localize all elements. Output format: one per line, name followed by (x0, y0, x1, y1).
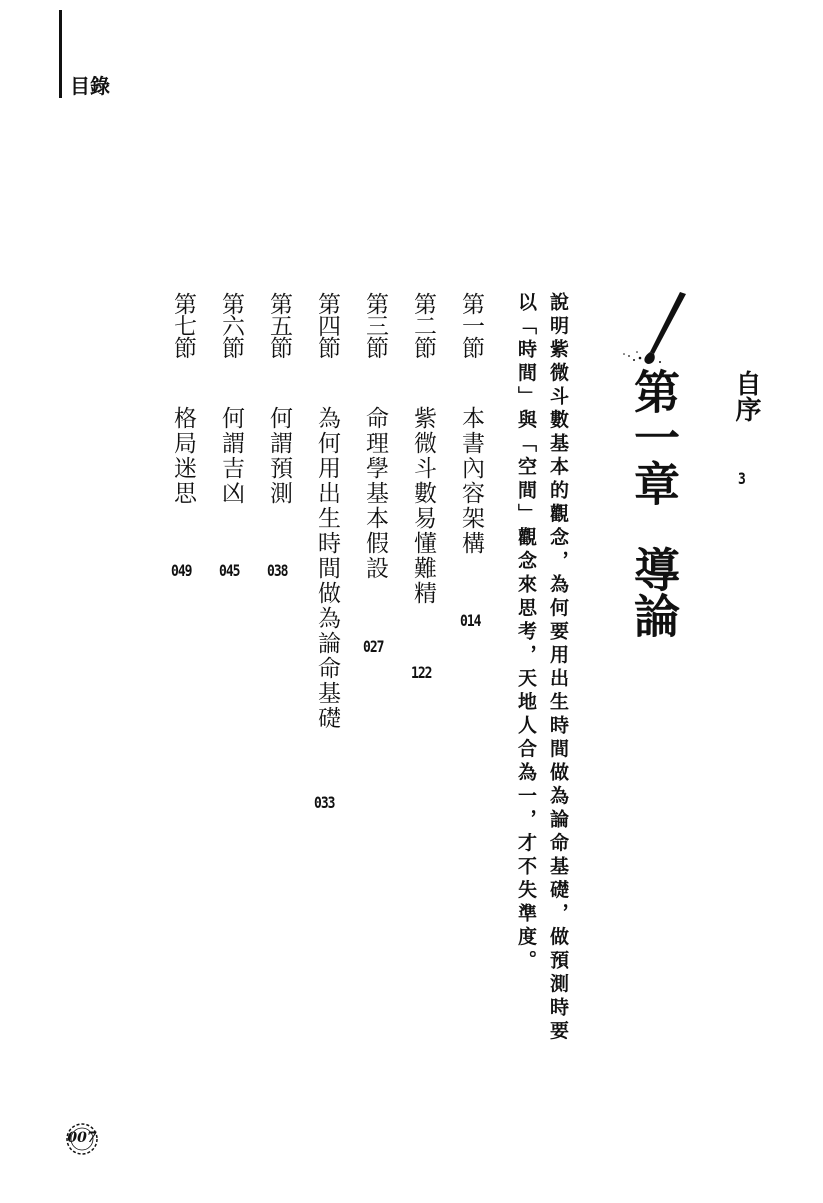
section-title: 為何用出生時間做為論命基礎 (314, 406, 340, 731)
section-page: 122 (411, 664, 432, 683)
section-title: 本書內容架構 (458, 406, 484, 556)
preface-label[interactable]: 自序 (731, 370, 761, 422)
chapter-label: 第一章 (627, 368, 681, 506)
section-label: 第五節 (266, 292, 292, 358)
section-page: 049 (171, 562, 192, 581)
section-title: 何謂預測 (266, 406, 292, 506)
section-label: 第三節 (362, 292, 388, 358)
section-page: 033 (314, 794, 335, 813)
brush-icon (620, 290, 692, 370)
header-rule (59, 10, 62, 98)
section-page: 045 (219, 562, 240, 581)
section-page: 014 (460, 612, 481, 631)
preface-page-number: 3 (738, 470, 745, 489)
section-title: 紫微斗數易懂難精 (410, 406, 436, 606)
chapter-intro: 說明紫微斗數基本的觀念，為何要用出生時間做為論命基礎，做預測時要以「時間」與「空間」觀念來思考，天地人合為一，才不失準度。 (515, 292, 569, 1044)
page-number-badge (63, 1120, 101, 1158)
section-title: 何謂吉凶 (218, 406, 244, 506)
chapter-heading[interactable] (628, 368, 680, 638)
section-page: 027 (363, 638, 384, 657)
page-number: 007 (67, 1130, 97, 1146)
section-title: 格局迷思 (170, 406, 196, 506)
section-label: 第四節 (314, 292, 340, 358)
section-label: 第七節 (170, 292, 196, 358)
section-label: 第一節 (458, 292, 484, 358)
section-title: 命理學基本假設 (362, 406, 388, 581)
chapter-title: 導論 (627, 546, 681, 638)
section-label: 第六節 (218, 292, 244, 358)
section-label: 第二節 (410, 292, 436, 358)
section-page: 038 (267, 562, 288, 581)
page-title: 目錄 (70, 74, 110, 98)
